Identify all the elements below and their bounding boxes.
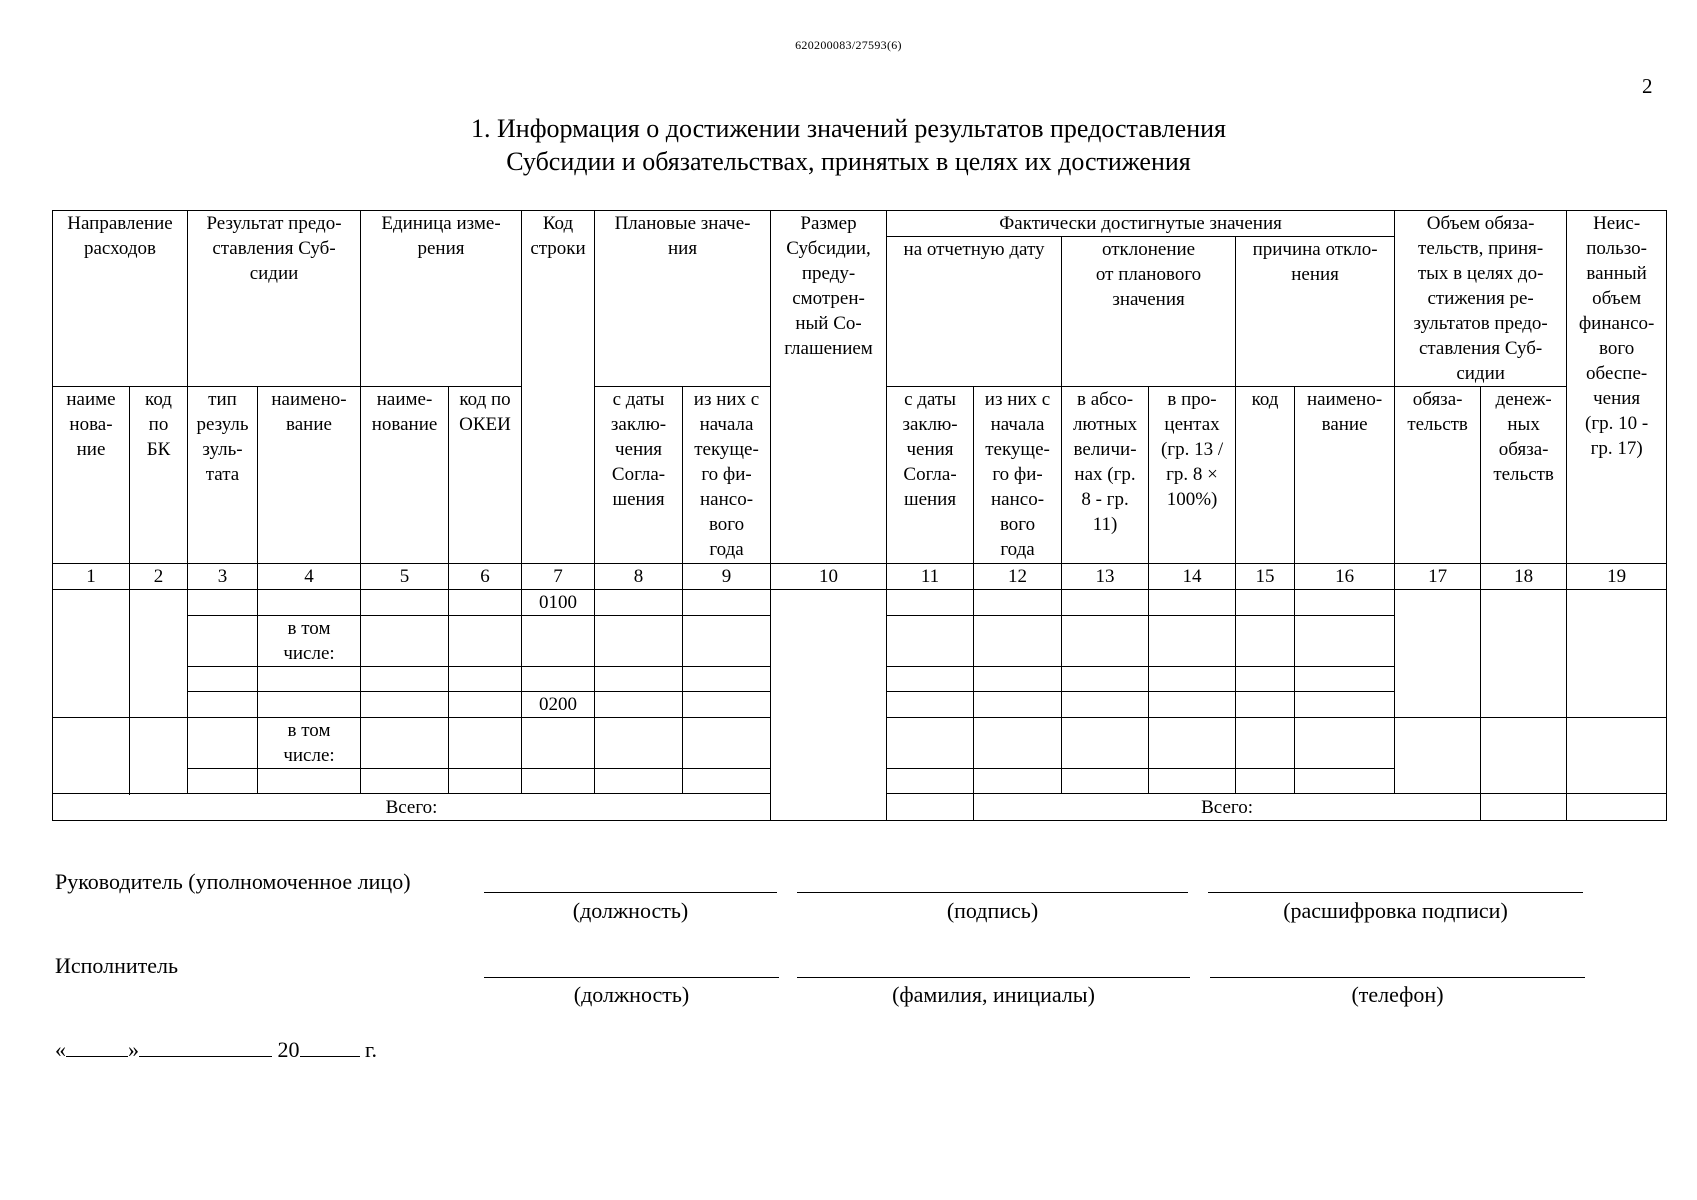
cell[interactable] bbox=[683, 667, 771, 692]
col-number: 18 bbox=[1481, 564, 1567, 590]
subheader-fact-since-year: из них с начала текуще- го фи- нансо- вого года bbox=[974, 387, 1062, 564]
page-number: 2 bbox=[1642, 74, 1653, 98]
col-number: 19 bbox=[1567, 564, 1667, 590]
cell[interactable] bbox=[595, 769, 683, 794]
cell[interactable] bbox=[595, 616, 683, 667]
cell[interactable] bbox=[974, 616, 1062, 667]
cell-total-subsidy[interactable] bbox=[887, 794, 974, 821]
cell[interactable] bbox=[1295, 616, 1395, 667]
header-obligations: Объем обяза- тельств, приня- тых в целях до- стижения ре- зультатов предо- ставления Суб- сидии bbox=[1395, 211, 1567, 387]
cell[interactable] bbox=[1236, 667, 1295, 692]
header-subsidy-size: Размер Субсидии, преду- смотрен- ный Со- глашением bbox=[771, 211, 887, 564]
cell[interactable] bbox=[449, 667, 522, 692]
cell[interactable] bbox=[522, 769, 595, 794]
cell[interactable] bbox=[1149, 667, 1236, 692]
subheader-plan-since-year: из них с начала текуще- го фи- нансо- вого года bbox=[683, 387, 771, 564]
cell[interactable] bbox=[188, 667, 258, 692]
date-year-prefix: 20 bbox=[277, 1037, 300, 1062]
executor-position-line[interactable] bbox=[484, 977, 779, 978]
cell[interactable] bbox=[1062, 692, 1149, 718]
col-number: 10 bbox=[771, 564, 887, 590]
col-number: 14 bbox=[1149, 564, 1236, 590]
col-number: 7 bbox=[522, 564, 595, 590]
cell-subsidy-size[interactable] bbox=[771, 590, 887, 821]
cell[interactable] bbox=[683, 616, 771, 667]
cell[interactable] bbox=[974, 692, 1062, 718]
cell[interactable] bbox=[974, 769, 1062, 794]
subheader-plan-since-agreement: с даты заклю- чения Согла- шения bbox=[595, 387, 683, 564]
cell[interactable] bbox=[258, 692, 361, 718]
cell[interactable] bbox=[449, 718, 522, 769]
document-id: 620200083/27593(6) bbox=[795, 38, 902, 52]
cell[interactable] bbox=[1236, 718, 1295, 769]
subheader-result-type: тип резуль зуль- тата bbox=[188, 387, 258, 564]
cell[interactable] bbox=[361, 590, 449, 616]
col-number: 12 bbox=[974, 564, 1062, 590]
cell[interactable] bbox=[1062, 667, 1149, 692]
cell-direction-name[interactable] bbox=[53, 718, 130, 794]
cell[interactable] bbox=[887, 590, 974, 616]
column-number-row bbox=[53, 564, 1667, 590]
header-fact-reason: причина откло- нения bbox=[1236, 237, 1395, 387]
cell[interactable] bbox=[1062, 718, 1149, 769]
cell[interactable] bbox=[1295, 718, 1395, 769]
col-number: 16 bbox=[1295, 564, 1395, 590]
date-quote-open: « bbox=[55, 1037, 66, 1062]
including-label: в том числе: bbox=[258, 616, 361, 667]
executor-phone-line[interactable] bbox=[1210, 977, 1585, 978]
col-number: 1 bbox=[53, 564, 130, 590]
col-number: 4 bbox=[258, 564, 361, 590]
cell[interactable] bbox=[683, 718, 771, 769]
cell-unused[interactable] bbox=[1567, 718, 1667, 794]
cell-total-money-obligations[interactable] bbox=[1567, 794, 1667, 821]
cell[interactable] bbox=[974, 667, 1062, 692]
cell[interactable] bbox=[974, 590, 1062, 616]
subheader-result-name: наимено- вание bbox=[258, 387, 361, 564]
head-signature-line[interactable] bbox=[797, 892, 1188, 893]
cell-bk-code[interactable] bbox=[130, 718, 188, 794]
header-unit: Единица изме- рения bbox=[361, 211, 522, 387]
cell[interactable] bbox=[258, 769, 361, 794]
col-number: 9 bbox=[683, 564, 771, 590]
date-line bbox=[55, 1036, 377, 1063]
date-suffix: г. bbox=[359, 1037, 378, 1062]
row-code-0100: 0100 bbox=[522, 590, 595, 616]
subheader-obligations: обяза- тельств bbox=[1395, 387, 1481, 564]
cell[interactable] bbox=[361, 692, 449, 718]
subheader-fact-since-agreement: с даты заклю- чения Согла- шения bbox=[887, 387, 974, 564]
cell[interactable] bbox=[522, 667, 595, 692]
cell[interactable] bbox=[188, 692, 258, 718]
cell[interactable] bbox=[595, 667, 683, 692]
table-row bbox=[53, 590, 1667, 616]
cell[interactable] bbox=[887, 667, 974, 692]
col-number: 3 bbox=[188, 564, 258, 590]
including-label: в том числе: bbox=[258, 718, 361, 769]
cell[interactable] bbox=[1062, 590, 1149, 616]
cell[interactable] bbox=[595, 590, 683, 616]
date-quote-close: » bbox=[128, 1037, 139, 1062]
cell-direction-name[interactable] bbox=[53, 590, 130, 718]
subheader-okei-code: код по ОКЕИ bbox=[449, 387, 522, 564]
cell[interactable] bbox=[449, 692, 522, 718]
executor-position-caption: (должность) bbox=[573, 982, 690, 1007]
cell[interactable] bbox=[188, 769, 258, 794]
cell[interactable] bbox=[361, 769, 449, 794]
cell[interactable] bbox=[974, 718, 1062, 769]
col-number: 5 bbox=[361, 564, 449, 590]
header-unused: Неис- пользо- ванный объем финансо- вого обеспе- чения (гр. 10 - гр. 17) bbox=[1567, 211, 1667, 564]
cell[interactable] bbox=[361, 718, 449, 769]
cell[interactable] bbox=[1295, 667, 1395, 692]
head-position-line[interactable] bbox=[484, 892, 777, 893]
cell[interactable] bbox=[361, 616, 449, 667]
cell[interactable] bbox=[683, 692, 771, 718]
cell-bk-code[interactable] bbox=[130, 590, 188, 718]
header-line-code: Код строки bbox=[522, 211, 595, 564]
col-number: 6 bbox=[449, 564, 522, 590]
cell[interactable] bbox=[1295, 769, 1395, 794]
subheader-reason-name: наимено- вание bbox=[1295, 387, 1395, 564]
date-month-field[interactable] bbox=[139, 1036, 272, 1057]
form-title bbox=[0, 112, 1697, 178]
cell[interactable] bbox=[522, 718, 595, 769]
cell[interactable] bbox=[887, 769, 974, 794]
col-number: 11 bbox=[887, 564, 974, 590]
cell[interactable] bbox=[1149, 692, 1236, 718]
cell[interactable] bbox=[258, 667, 361, 692]
col-number: 13 bbox=[1062, 564, 1149, 590]
header-plan: Плановые значе- ния bbox=[595, 211, 771, 387]
cell[interactable] bbox=[887, 616, 974, 667]
total-label-fact: Всего: bbox=[974, 794, 1481, 821]
cell[interactable] bbox=[1149, 616, 1236, 667]
cell[interactable] bbox=[595, 692, 683, 718]
subheader-deviation-percent: в про- центах (гр. 13 / гр. 8 × 100%) bbox=[1149, 387, 1236, 564]
cell[interactable] bbox=[1295, 692, 1395, 718]
cell[interactable] bbox=[1236, 692, 1295, 718]
cell[interactable] bbox=[449, 616, 522, 667]
cell[interactable] bbox=[683, 769, 771, 794]
results-table bbox=[52, 210, 1667, 821]
cell[interactable] bbox=[188, 590, 258, 616]
row-code-0200: 0200 bbox=[522, 692, 595, 718]
header-fact-deviation: отклонение от планового значения bbox=[1062, 237, 1236, 387]
cell[interactable] bbox=[1062, 769, 1149, 794]
cell[interactable] bbox=[1149, 590, 1236, 616]
cell[interactable] bbox=[1149, 769, 1236, 794]
cell[interactable] bbox=[1236, 590, 1295, 616]
cell[interactable] bbox=[258, 590, 361, 616]
cell[interactable] bbox=[1149, 718, 1236, 769]
executor-phone-caption: (телефон) bbox=[1351, 982, 1444, 1007]
cell[interactable] bbox=[449, 769, 522, 794]
total-label-plan: Всего: bbox=[53, 794, 771, 821]
executor-name-caption: (фамилия, инициалы) bbox=[892, 982, 1095, 1007]
subheader-deviation-absolute: в абсо- лютных величи- нах (гр. 8 - гр. 11) bbox=[1062, 387, 1149, 564]
header-result: Результат предо- ставления Суб- сидии bbox=[188, 211, 361, 387]
cell[interactable] bbox=[1295, 590, 1395, 616]
cell[interactable] bbox=[683, 590, 771, 616]
header-fact-date: на отчетную дату bbox=[887, 237, 1062, 387]
head-name-caption: (расшифровка подписи) bbox=[1283, 898, 1508, 923]
cell-money-obligations[interactable] bbox=[1481, 718, 1567, 794]
subheader-direction-name: наиме нова- ние bbox=[53, 387, 130, 564]
head-signature-caption: (подпись) bbox=[946, 898, 1039, 923]
date-year-field[interactable] bbox=[300, 1036, 360, 1057]
cell[interactable] bbox=[1062, 616, 1149, 667]
cell[interactable] bbox=[1236, 616, 1295, 667]
subheader-reason-code: код bbox=[1236, 387, 1295, 564]
head-position-caption: (должность) bbox=[572, 898, 689, 923]
subheader-bk-code: код по БК bbox=[130, 387, 188, 564]
executor-name-line[interactable] bbox=[797, 977, 1190, 978]
col-number: 2 bbox=[130, 564, 188, 590]
cell-obligations[interactable] bbox=[1395, 590, 1481, 718]
cell[interactable] bbox=[188, 718, 258, 769]
subheader-money-obligations: денеж- ных обяза- тельств bbox=[1481, 387, 1567, 564]
cell-obligations[interactable] bbox=[1395, 718, 1481, 794]
date-day-field[interactable] bbox=[66, 1036, 128, 1057]
col-number: 15 bbox=[1236, 564, 1295, 590]
head-label: Руководитель (уполномоченное лицо) bbox=[55, 869, 411, 894]
cell-money-obligations[interactable] bbox=[1481, 590, 1567, 718]
col-number: 8 bbox=[595, 564, 683, 590]
cell[interactable] bbox=[361, 667, 449, 692]
col-number: 17 bbox=[1395, 564, 1481, 590]
head-name-line[interactable] bbox=[1208, 892, 1583, 893]
cell-unused[interactable] bbox=[1567, 590, 1667, 718]
cell[interactable] bbox=[1236, 769, 1295, 794]
cell-total-obligations[interactable] bbox=[1481, 794, 1567, 821]
header-fact: Фактически достигнутые значения bbox=[887, 211, 1395, 237]
cell[interactable] bbox=[188, 616, 258, 667]
cell[interactable] bbox=[887, 718, 974, 769]
cell[interactable] bbox=[595, 718, 683, 769]
title-line-2: Субсидии и обязательствах, принятых в целях их достижения bbox=[506, 147, 1191, 176]
executor-label: Исполнитель bbox=[55, 953, 179, 978]
cell[interactable] bbox=[887, 692, 974, 718]
title-line-1: 1. Информация о достижении значений результатов предоставления bbox=[471, 114, 1226, 143]
cell[interactable] bbox=[522, 616, 595, 667]
cell[interactable] bbox=[449, 590, 522, 616]
subheader-unit-name: наиме- нование bbox=[361, 387, 449, 564]
header-direction: Направление расходов bbox=[53, 211, 188, 387]
